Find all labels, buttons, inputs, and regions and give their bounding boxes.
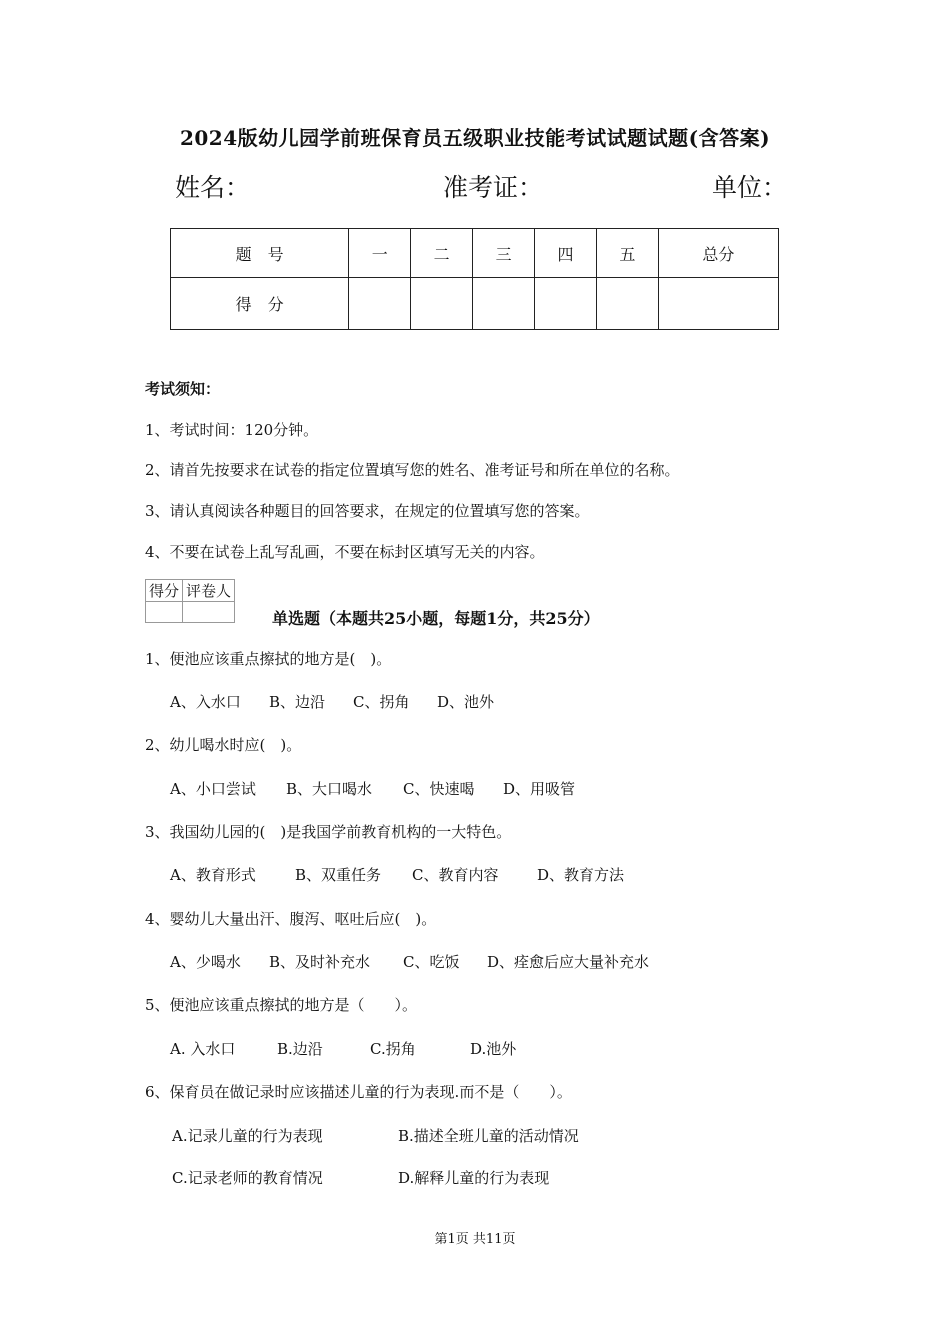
name-label: 姓名： bbox=[175, 173, 251, 202]
score-cell bbox=[596, 278, 658, 330]
question-option: D.解释儿童的行为表现 bbox=[398, 1169, 550, 1187]
question-option: A. 入水口 bbox=[170, 1040, 236, 1058]
question-option: A、小口尝试 bbox=[170, 780, 256, 798]
question-option: A、教育形式 bbox=[170, 866, 256, 884]
question-option: C.记录老师的教育情况 bbox=[172, 1169, 323, 1187]
question-option: B.边沿 bbox=[277, 1040, 323, 1058]
question-option: A.记录儿童的行为表现 bbox=[172, 1127, 323, 1145]
score-cell bbox=[411, 278, 473, 330]
question-option: B、大口喝水 bbox=[286, 780, 373, 798]
question-option: B、及时补充水 bbox=[269, 953, 371, 971]
notice-item: 3、请认真阅读各种题目的回答要求，在规定的位置填写您的答案。 bbox=[145, 502, 590, 520]
score-table-col-3: 三 bbox=[473, 229, 535, 278]
score-table-col-total: 总分 bbox=[658, 229, 778, 278]
score-table-header-label: 题 号 bbox=[171, 229, 349, 278]
question-option: C.拐角 bbox=[370, 1040, 416, 1058]
grader-box-score-label: 得分 bbox=[146, 580, 183, 602]
notice-title: 考试须知： bbox=[145, 380, 221, 398]
notice-item: 4、不要在试卷上乱写乱画，不要在标封区填写无关的内容。 bbox=[145, 543, 545, 561]
score-table-header-row bbox=[171, 229, 779, 278]
question-option: C、教育内容 bbox=[412, 866, 499, 884]
notice-item: 1、考试时间：120分钟。 bbox=[145, 421, 319, 439]
question-option: C、拐角 bbox=[353, 693, 410, 711]
question-option: D、痊愈后应大量补充水 bbox=[487, 953, 650, 971]
grader-box-grader-label: 评卷人 bbox=[183, 580, 235, 602]
question-option: B、边沿 bbox=[269, 693, 326, 711]
score-table-col-5: 五 bbox=[596, 229, 658, 278]
score-cell bbox=[658, 278, 778, 330]
question-option: A、少喝水 bbox=[170, 953, 241, 971]
score-cell bbox=[349, 278, 411, 330]
grader-box-grader-cell bbox=[183, 602, 235, 623]
question-option: D、教育方法 bbox=[537, 866, 625, 884]
unit-label: 单位： bbox=[712, 173, 788, 202]
section-title: 单选题（本题共25小题，每题1分，共25分） bbox=[272, 609, 600, 628]
score-table bbox=[170, 228, 779, 330]
score-table-col-4: 四 bbox=[535, 229, 597, 278]
question-option: D、用吸管 bbox=[503, 780, 576, 798]
question-stem: 4、婴幼儿大量出汗、腹泻、呕吐后应( )。 bbox=[145, 910, 437, 928]
score-table-col-1: 一 bbox=[349, 229, 411, 278]
question-stem: 1、便池应该重点擦拭的地方是( )。 bbox=[145, 650, 392, 668]
question-option: D、池外 bbox=[437, 693, 495, 711]
question-stem: 6、保育员在做记录时应该描述儿童的行为表现.而不是（ ）。 bbox=[145, 1083, 572, 1101]
question-option: B.描述全班儿童的活动情况 bbox=[398, 1127, 579, 1145]
score-table-score-row bbox=[171, 278, 779, 330]
question-option: D.池外 bbox=[470, 1040, 517, 1058]
page-footer: 第1页 共11页 bbox=[434, 1232, 516, 1247]
question-stem: 2、幼儿喝水时应( )。 bbox=[145, 736, 302, 754]
question-option: C、快速喝 bbox=[403, 780, 475, 798]
exam-id-label: 准考证： bbox=[443, 173, 544, 202]
score-table-score-label: 得 分 bbox=[171, 278, 349, 330]
question-stem: 5、便池应该重点擦拭的地方是（ ）。 bbox=[145, 996, 418, 1014]
notice-item: 2、请首先按要求在试卷的指定位置填写您的姓名、准考证号和所在单位的名称。 bbox=[145, 461, 680, 479]
score-cell bbox=[535, 278, 597, 330]
question-option: C、吃饭 bbox=[403, 953, 460, 971]
question-option: B、双重任务 bbox=[295, 866, 382, 884]
question-option: A、入水口 bbox=[170, 693, 241, 711]
question-stem: 3、我国幼儿园的( )是我国学前教育机构的一大特色。 bbox=[145, 823, 512, 841]
grader-box-score-cell bbox=[146, 602, 183, 623]
score-cell bbox=[473, 278, 535, 330]
score-table-col-2: 二 bbox=[411, 229, 473, 278]
page-title: 2024版幼儿园学前班保育员五级职业技能考试试题试题(含答案) bbox=[179, 126, 771, 150]
grader-box bbox=[145, 579, 235, 623]
